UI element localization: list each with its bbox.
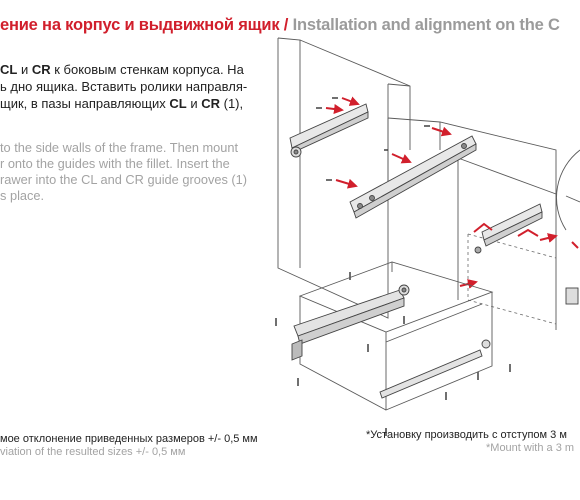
footnote-offset-ru: *Установку производить с отступом 3 м xyxy=(366,429,567,441)
ru-cl-label: CL xyxy=(0,62,18,77)
ru-text: к боковым стенкам корпуса. На xyxy=(50,62,244,77)
en-line-2: r onto the guides with the fillet. Insert the xyxy=(0,156,230,171)
guide-rail-right-frame xyxy=(350,136,476,218)
ru-cr-label: CR xyxy=(201,96,221,111)
drawer-outline-dashed xyxy=(468,234,556,324)
footnote-tolerance-en: viation of the resulted sizes +/- 0,5 мм xyxy=(0,446,186,458)
title-ru: ение на корпус и выдвижной ящик xyxy=(0,16,280,34)
ru-cr-label: CR xyxy=(31,62,51,77)
ru-text: щик, в пазы направляющих xyxy=(0,96,170,111)
ru-text: (1), xyxy=(220,96,244,111)
drawer-rail-left xyxy=(292,285,409,360)
en-line-4: s place. xyxy=(0,188,45,203)
frame-side-wall-left xyxy=(278,38,410,318)
ru-cl-label: CL xyxy=(169,96,187,111)
en-line-3: rawer into the CL and CR guide grooves (1) xyxy=(0,172,248,187)
guide-rail-left-frame xyxy=(290,104,368,157)
footnote-tolerance xyxy=(0,433,258,459)
footnote-tolerance-ru: мое отклонение приведенных размеров +/- 0,5 мм xyxy=(0,433,258,445)
guide-rail-far-right xyxy=(475,204,578,304)
footnote-offset-en: *Mount with a 3 m xyxy=(486,442,575,454)
ru-text: и xyxy=(17,62,32,77)
title-en: Installation and alignment on the C xyxy=(292,16,560,34)
ru-line-2: ь дно ящика. Вставить ролики направля- xyxy=(0,79,248,94)
footnote-offset xyxy=(366,429,574,455)
screw-arrows xyxy=(326,98,556,286)
detail-zoom-circle xyxy=(557,150,580,230)
ru-text: и xyxy=(186,96,202,111)
en-line-1: to the side walls of the frame. Then mount xyxy=(0,140,239,155)
title-separator: / xyxy=(279,16,293,34)
